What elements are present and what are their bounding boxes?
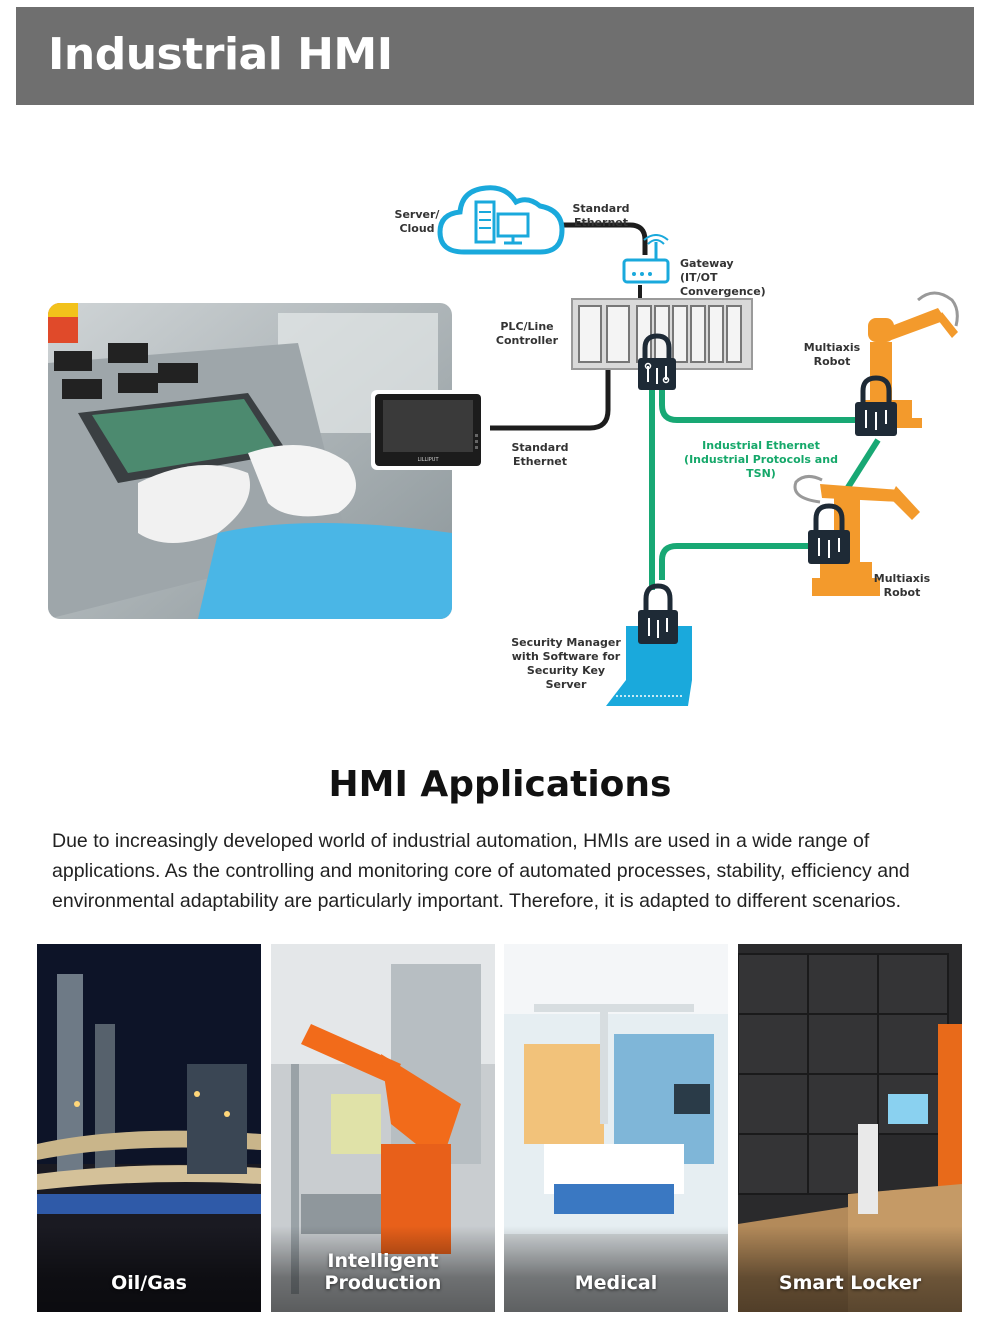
applications-description: Due to increasingly developed world of industrial automation, HMIs are used in a wide range of applications. As the controlling and monitoring core of automated processes, stability, efficiency and environmental adaptability are particularly important. Therefore, it is adapted to different scenarios. [52, 830, 910, 912]
network-diagram [0, 160, 1000, 720]
robot-2-label: Multiaxis Robot [873, 572, 931, 599]
application-card-smart-locker[interactable] [738, 944, 962, 1312]
application-card-medical[interactable] [504, 944, 728, 1312]
security-manager-lock-icon [636, 582, 680, 648]
security-manager-label: Security Manager with Software for Security Key Server [511, 636, 621, 691]
device-brand: LILLIPUT [417, 457, 439, 463]
hmi-display-device [371, 390, 485, 470]
standard-ethernet-mid-label: Standard Ethernet [511, 441, 569, 468]
application-card-oil-gas[interactable] [37, 944, 261, 1312]
application-cards [37, 944, 963, 1312]
card-caption [271, 1226, 495, 1312]
card-label: Medical [574, 1272, 658, 1294]
industrial-ethernet-label: Industrial Ethernet (Industrial Protocols and TSN) [684, 439, 838, 480]
card-caption [504, 1226, 728, 1312]
gateway-router-icon [620, 234, 674, 290]
gateway-label: Gateway (IT/OT Convergence) [680, 257, 766, 298]
card-label: Intelligent Production [324, 1250, 442, 1294]
application-card-intelligent-production[interactable] [271, 944, 495, 1312]
robot-2-lock-icon [806, 502, 852, 568]
card-label: Oil/Gas [111, 1272, 187, 1294]
card-caption [738, 1226, 962, 1312]
cloud-server-icon [436, 180, 568, 260]
page-title: Industrial HMI [48, 29, 393, 80]
robot-1-label: Multiaxis Robot [803, 341, 861, 368]
page-header-banner [16, 7, 974, 105]
plc-label: PLC/Line Controller [495, 320, 559, 347]
standard-ethernet-top-label: Standard Ethernet [572, 202, 630, 229]
plc-lock-icon [636, 332, 678, 394]
applications-heading: HMI Applications [328, 764, 672, 805]
server-cloud-label: Server/ Cloud [394, 208, 440, 235]
robot-1-lock-icon [853, 374, 899, 440]
card-caption [37, 1226, 261, 1312]
card-label: Smart Locker [778, 1272, 922, 1294]
